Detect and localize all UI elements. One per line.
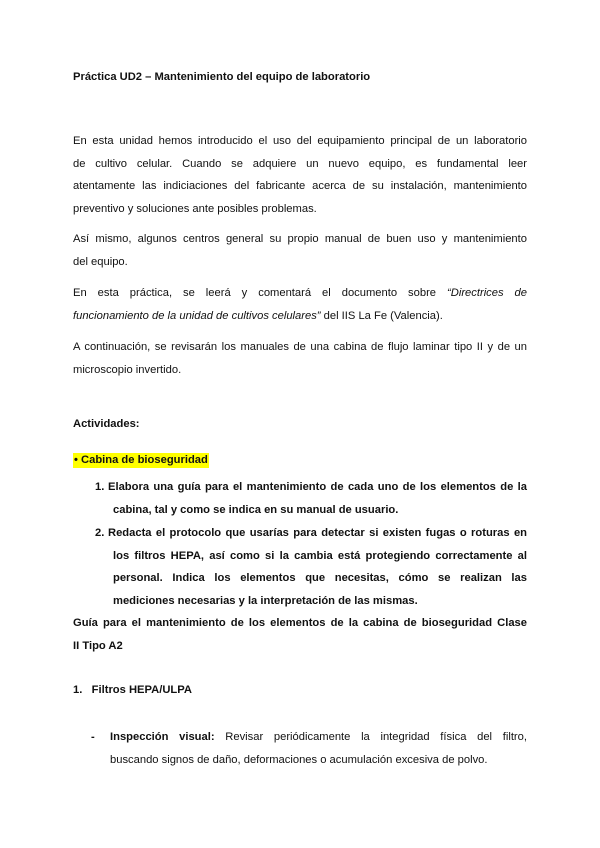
italic-text: “Directrices de: [447, 287, 528, 299]
item-number: 1.: [95, 481, 105, 493]
page-title: Práctica UD2 – Mantenimiento del equipo de laboratorio: [73, 71, 371, 83]
plain-text: Revisar periódicamente la integridad física del filtro,: [214, 731, 527, 743]
text-line: preventivo y soluciones ante posibles problemas.: [73, 202, 317, 215]
activities-heading: Actividades:: [73, 418, 140, 430]
text-line: cabina, tal y como se indica en su manual de usuario.: [113, 503, 399, 516]
section-heading: [73, 684, 192, 696]
section-number: 1.: [73, 684, 83, 696]
intro-paragraph-4: [73, 336, 527, 381]
text-line: personal. Indica los elementos que necesitas, cómo se realizan las: [113, 572, 527, 584]
plain-text: En esta práctica, se leerá y comentará el documento sobre: [73, 287, 437, 299]
text-line: microscopio invertido.: [73, 363, 182, 376]
text-line: Guía para el mantenimiento de los elementos de la cabina de bioseguridad Clase: [73, 617, 527, 629]
text-line: II Tipo A2: [73, 639, 123, 652]
intro-paragraph-1: [73, 130, 527, 220]
activity-item-1: [95, 476, 527, 521]
text-line: mediciones necesarias y la interpretación de las mismas.: [113, 594, 418, 607]
bullet-item: [91, 726, 527, 771]
section-title: Filtros HEPA/ULPA: [91, 684, 192, 696]
intro-paragraph-2: [73, 228, 527, 273]
intro-paragraph-3: [73, 282, 527, 327]
guide-title: [73, 612, 527, 657]
item-body: [108, 476, 527, 521]
text-line: En esta unidad hemos introducido el uso del equipamiento principal de un laboratorio: [73, 135, 527, 147]
bullet-label: Inspección visual:: [110, 731, 215, 743]
text-line: Elabora una guía para el mantenimiento de cada uno de los elementos de la: [108, 481, 527, 493]
item-body: [108, 522, 527, 612]
text-line: del equipo.: [73, 255, 128, 268]
activity-item-2: [95, 522, 527, 612]
text-line: buscando signos de daño, deformaciones o acumulación excesiva de polvo.: [110, 753, 488, 766]
text-line: de cultivo celular. Cuando se adquiere un nuevo equipo, es fundamental leer: [73, 157, 527, 170]
text-line: los filtros HEPA, así como si la cambia está protegiendo correctamente al: [113, 549, 527, 562]
text-line: [73, 282, 527, 305]
text-line: A continuación, se revisarán los manuales de una cabina de flujo laminar tipo II y de un: [73, 341, 527, 353]
item-number: 2.: [95, 527, 105, 539]
italic-text: funcionamiento de la unidad de cultivos celulares”: [73, 309, 321, 322]
text-line: [110, 726, 527, 749]
text-line: [73, 305, 527, 328]
topic-heading: [73, 454, 209, 466]
text-line: Así mismo, algunos centros general su propio manual de buen uso y mantenimiento: [73, 233, 527, 245]
text-line: atentamente las indiciaciones del fabricante acerca de su instalación, mantenimiento: [73, 180, 527, 192]
text-line: Redacta el protocolo que usarías para detectar si existen fugas o roturas en: [108, 527, 527, 539]
plain-text: del IIS La Fe (Valencia).: [320, 309, 443, 322]
dash-bullet: -: [91, 731, 95, 743]
highlighted-topic: • Cabina de bioseguridad: [74, 454, 208, 466]
